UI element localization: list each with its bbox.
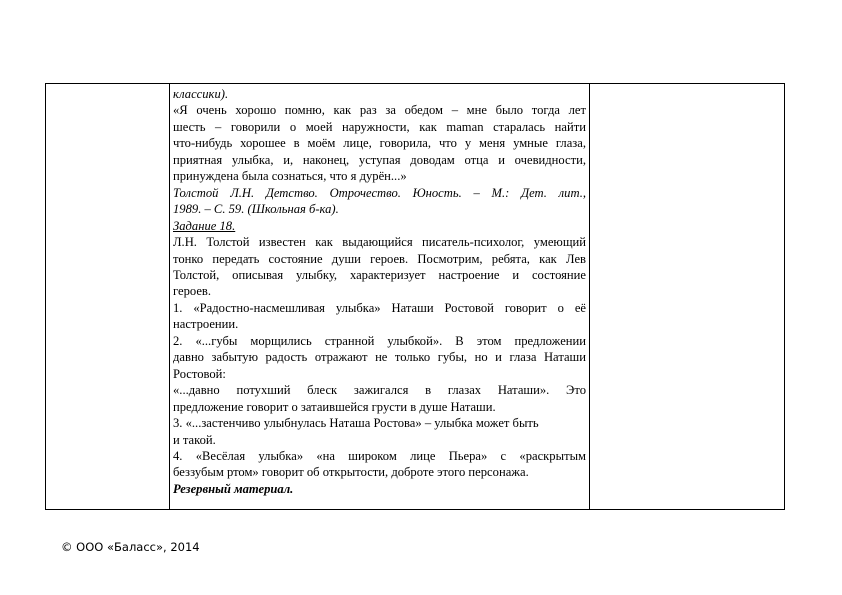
text-line: тонко передать состояние души героев. Посмотрим, ребята, как Лев (173, 251, 586, 266)
text-line: Толстой, описывая улыбку, характеризует настроение и состояние (173, 267, 586, 282)
text-line: беззубым ртом» говорит об открытости, доброте этого персонажа. (173, 465, 529, 480)
lesson-table (45, 83, 785, 510)
text-line: 4. «Весёлая улыбка» «на широком лице Пьера» с «раскрытым (173, 448, 586, 463)
content-cell (173, 86, 586, 497)
text-line: принуждена была сознаться, что я дурён...» (173, 169, 407, 184)
text-line: настроении. (173, 317, 239, 332)
text-line: приятная улыбка, и, наконец, уступая доводам отца и очевидности, (173, 152, 586, 167)
text-line: Резервный материал. (173, 481, 294, 496)
column-divider-1 (169, 84, 170, 509)
text-line: Ростовой: (173, 366, 226, 381)
text-line: Л.Н. Толстой известен как выдающийся писатель-психолог, умеющий (173, 235, 586, 250)
copyright-footer: © ООО «Баласс», 2014 (61, 540, 200, 554)
text-line: и такой. (173, 432, 216, 447)
text-line: «...давно потухший блеск зажигался в глазах Наташи». Это (173, 383, 586, 398)
column-divider-2 (589, 84, 590, 509)
text-line: 1. «Радостно-насмешливая улыбка» Наташи Ростовой говорит о её (173, 300, 586, 315)
text-line: 3. «...застенчиво улыбнулась Наташа Ростова» – улыбка может быть (173, 416, 539, 431)
text-line: Задание 18. (173, 218, 236, 233)
text-line: «Я очень хорошо помню, как раз за обедом – мне было тогда лет (173, 103, 586, 118)
text-line: что-нибудь хорошее в моём лице, говорила, что у меня умные глаза, (173, 136, 586, 151)
text-line: предложение говорит о затаившейся грусти в душе Наташи. (173, 399, 496, 414)
text-line: классики). (173, 87, 229, 101)
text-line: шесть – говорили о моей наружности, как maman старалась найти (173, 119, 586, 134)
text-line: 1989. – С. 59. (Школьная б-ка). (173, 202, 339, 217)
text-line: Толстой Л.Н. Детство. Отрочество. Юность. – М.: Дет. лит., (173, 185, 586, 200)
text-line: давно забытую радость отражают не только губы, но и глаза Наташи (173, 350, 586, 365)
text-line: героев. (173, 284, 212, 299)
text-line: 2. «...губы морщились странной улыбкой». В этом предложении (173, 333, 586, 348)
